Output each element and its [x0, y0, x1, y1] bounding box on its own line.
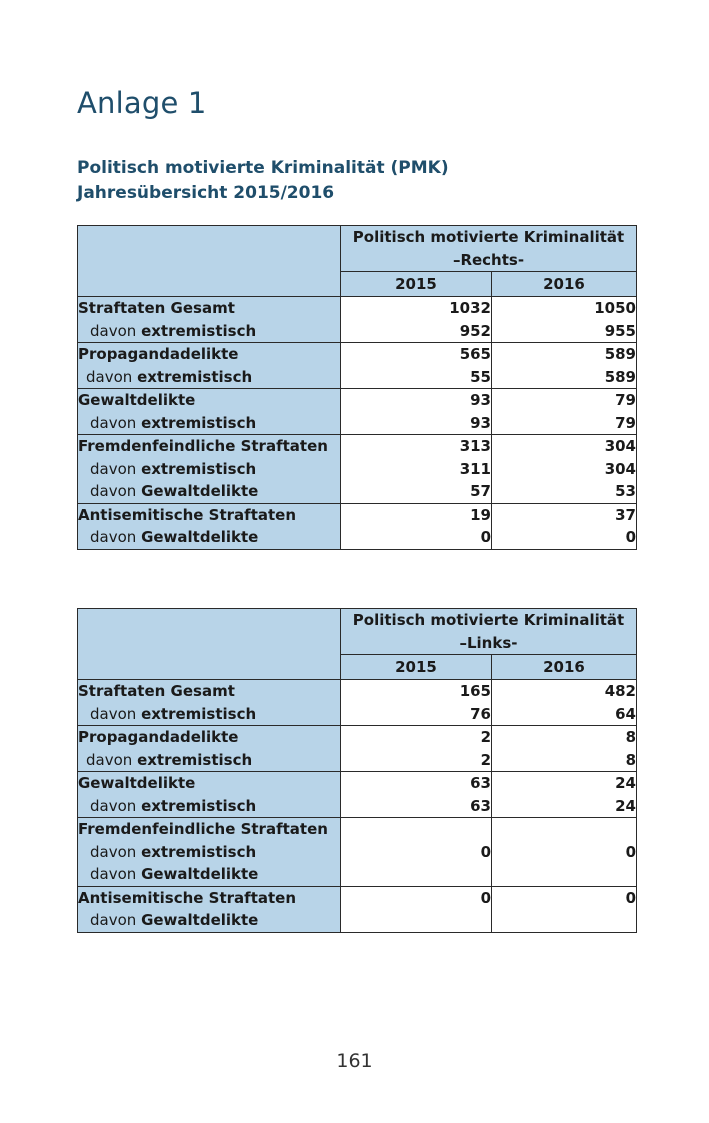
value: 76 — [470, 704, 491, 723]
value-cell-2015 — [341, 343, 492, 389]
value-cell-2015 — [341, 297, 492, 343]
value: 313 — [459, 437, 491, 455]
value-cell-2016 — [492, 435, 637, 504]
table-row — [78, 297, 637, 343]
value: 37 — [615, 505, 636, 524]
table-row — [78, 435, 637, 504]
value-cell-2015 — [341, 680, 492, 726]
value-cell-2016 — [492, 389, 637, 435]
row-label: Propagandadelikte — [78, 345, 239, 363]
row-label-cell — [78, 297, 341, 343]
row-label: Straftaten Gesamt — [78, 682, 235, 700]
row-sub-label: davon Gewaltdelikte — [90, 482, 259, 500]
value: 8 — [625, 728, 636, 746]
value-cell-2016 — [492, 818, 637, 887]
table-corner-cell — [78, 226, 341, 297]
pmk-table-rechts — [77, 225, 637, 550]
subtitle-line-2: Jahresübersicht 2015/2016 — [77, 183, 335, 203]
value: 79 — [615, 413, 636, 432]
row-sub-label: davon extremistisch — [90, 459, 257, 478]
value: 589 — [604, 367, 636, 386]
value-cell-2016 — [492, 726, 637, 772]
value-cell-2016 — [492, 772, 637, 818]
page-number: 161 — [336, 1050, 373, 1072]
row-sub-label: davon Gewaltdelikte — [90, 911, 259, 929]
pmk-table-links — [77, 608, 637, 933]
row-label-cell — [78, 886, 341, 932]
value: 63 — [470, 796, 491, 815]
header-title-line-1: Politisch motivierte Kriminalität — [352, 611, 625, 629]
value: 53 — [615, 482, 636, 500]
row-sub-label: davon extremistisch — [86, 750, 253, 769]
table-row — [78, 389, 637, 435]
value: 24 — [615, 774, 636, 792]
row-sub-label: davon Gewaltdelikte — [90, 528, 259, 546]
value: 2 — [480, 750, 491, 769]
value: 93 — [470, 413, 491, 432]
row-sub-label: davon extremistisch — [90, 321, 257, 340]
year-header-2016: 2016 — [492, 655, 637, 680]
table-row — [78, 886, 637, 932]
value-cell-2015 — [341, 435, 492, 504]
value: 79 — [615, 391, 636, 409]
value-cell-2016 — [492, 343, 637, 389]
value: 0 — [625, 842, 636, 861]
value: 93 — [470, 391, 491, 409]
value: 304 — [604, 437, 636, 455]
row-label-cell — [78, 503, 341, 549]
value: 482 — [604, 682, 636, 700]
page-heading: Anlage 1 — [77, 86, 207, 120]
value-cell-2015 — [341, 389, 492, 435]
row-label-cell — [78, 389, 341, 435]
row-label-cell — [78, 680, 341, 726]
value: 0 — [625, 528, 636, 546]
value-cell-2016 — [492, 503, 637, 549]
row-label: Antisemitische Straftaten — [78, 888, 297, 907]
value: 589 — [604, 345, 636, 363]
row-label: Gewaltdelikte — [78, 391, 196, 409]
row-label: Fremdenfeindliche Straftaten — [78, 437, 328, 455]
row-label: Propagandadelikte — [78, 728, 239, 746]
value-cell-2015 — [341, 818, 492, 887]
value: 0 — [625, 888, 636, 907]
row-label-cell — [78, 343, 341, 389]
value: 8 — [625, 750, 636, 769]
value: 952 — [459, 321, 491, 340]
value: 55 — [470, 367, 491, 386]
table-corner-cell — [78, 609, 341, 680]
value: 64 — [615, 704, 636, 723]
row-label: Straftaten Gesamt — [78, 299, 235, 317]
header-title-line-1: Politisch motivierte Kriminalität — [352, 228, 625, 246]
value: 0 — [480, 888, 491, 907]
value-cell-2015 — [341, 886, 492, 932]
header-title-line-2: –Links- — [459, 633, 518, 652]
value-cell-2015 — [341, 726, 492, 772]
value: 565 — [459, 345, 491, 363]
table-row — [78, 726, 637, 772]
row-sub-label: davon Gewaltdelikte — [90, 865, 259, 883]
row-sub-label: davon extremistisch — [90, 842, 257, 861]
value: 0 — [480, 528, 491, 546]
row-sub-label: davon extremistisch — [86, 367, 253, 386]
year-header-2015: 2015 — [341, 655, 492, 680]
row-sub-label: davon extremistisch — [90, 704, 257, 723]
value: 19 — [470, 505, 491, 524]
value-cell-2016 — [492, 680, 637, 726]
value: 165 — [459, 682, 491, 700]
value: 24 — [615, 796, 636, 815]
table-subtitle — [77, 156, 449, 206]
value-cell-2016 — [492, 886, 637, 932]
value-cell-2015 — [341, 772, 492, 818]
table-row — [78, 818, 637, 887]
value: 2 — [480, 728, 491, 746]
value: 1050 — [594, 299, 636, 317]
value-cell-2016 — [492, 297, 637, 343]
row-label-cell — [78, 818, 341, 887]
table-row — [78, 343, 637, 389]
value: 304 — [604, 459, 636, 478]
row-label: Fremdenfeindliche Straftaten — [78, 820, 328, 838]
row-sub-label: davon extremistisch — [90, 796, 257, 815]
value: 57 — [470, 482, 491, 500]
row-label-cell — [78, 772, 341, 818]
value: 311 — [459, 459, 491, 478]
value: 0 — [480, 842, 491, 861]
header-title-line-2: –Rechts- — [452, 250, 525, 269]
row-sub-label: davon extremistisch — [90, 413, 257, 432]
value-cell-2015 — [341, 503, 492, 549]
value: 63 — [470, 774, 491, 792]
table-row — [78, 503, 637, 549]
table-header-title — [341, 609, 637, 655]
value: 955 — [604, 321, 636, 340]
year-header-2015: 2015 — [341, 272, 492, 297]
value: 1032 — [449, 299, 491, 317]
year-header-2016: 2016 — [492, 272, 637, 297]
row-label-cell — [78, 726, 341, 772]
row-label: Antisemitische Straftaten — [78, 505, 297, 524]
table-row — [78, 680, 637, 726]
table-header-title — [341, 226, 637, 272]
table-row — [78, 772, 637, 818]
row-label-cell — [78, 435, 341, 504]
subtitle-line-1: Politisch motivierte Kriminalität (PMK) — [77, 158, 449, 178]
row-label: Gewaltdelikte — [78, 774, 196, 792]
